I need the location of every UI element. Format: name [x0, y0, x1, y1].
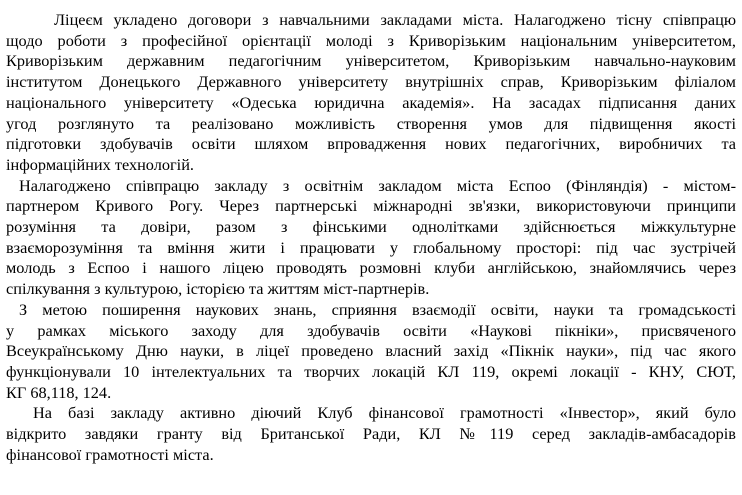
paragraph-1-line-4: інститутом Донецького Державного університету внутрішніх справ, Криворізьким філіалом: [6, 72, 736, 92]
paragraph-2-line-5: молодь з Еспоо і нашого ліцею проводять розмовні клуби англійською, знайомлячись через: [6, 258, 736, 278]
paragraph-1-line-5: національного університету «Одеська юридична академія». На засадах підписання даних: [6, 92, 736, 112]
paragraph-3-line-4: функціонували 10 інтелектуальних та творчих локацій КЛ 119, окремі локації - КНУ, СЮТ,: [6, 361, 736, 381]
paragraph-4-line-3: фінансової грамотності міста.: [6, 444, 214, 464]
paragraph-1-line-3: Криворізьким державним педагогічним університетом, Криворізьким навчально-науковим: [6, 51, 736, 71]
paragraph-4-line-2: відкрито завдяки гранту від Британської Ради, КЛ №119 серед закладів-амбасадорів: [6, 424, 736, 444]
paragraph-3-line-3: Всеукраїнському Дню науки, в ліцеї проведено власний захід «Пікнік науки», під час якого: [6, 341, 736, 361]
paragraph-2-line-3: розуміння та довіри, разом з фінськими однолітками здійснюється міжкультурне: [6, 217, 736, 237]
paragraph-2: [6, 176, 736, 300]
paragraph-1: [6, 10, 736, 176]
paragraph-1-line-8: інформаційних технологій.: [6, 154, 194, 174]
paragraph-2-line-2: партнером Кривого Рогу. Через партнерські міжнародні зв'язки, використовуючи принципи: [6, 196, 736, 216]
paragraph-2-line-6: спілкування з культурою, історією та життям міст-партнерів.: [6, 279, 430, 299]
paragraph-1-line-2: щодо роботи з професійної орієнтації молоді з Криворізьким національним університетом,: [6, 30, 736, 50]
paragraph-1-line-7: підготовки здобувачів освіти шляхом впровадження нових педагогічних, виробничих та: [6, 134, 736, 154]
paragraph-2-line-1: Налагоджено співпрацю закладу з освітнім закладом міста Еспоо (Фінляндія) - містом-: [19, 175, 736, 195]
paragraph-3-line-5: КГ 68,118, 124.: [6, 382, 112, 402]
paragraph-3-line-2: у рамках міського заходу для здобувачів освіти «Наукові пікніки», присвяченого: [6, 320, 736, 340]
paragraph-2-line-4: взаєморозуміння та вміння жити і працювати у глобальному просторі: під час зустрічей: [6, 237, 736, 257]
paragraph-4-line-1: На базі закладу активно діючий Клуб фінансової грамотності «Інвестор», який було: [33, 403, 736, 423]
paragraph-3: [6, 300, 736, 404]
paragraph-1-line-6: угод розглянуто та реалізовано можливість створення умов для підвищення якості: [6, 113, 736, 133]
paragraph-1-line-1: Ліцеєм укладено договори з навчальними закладами міста. Налагоджено тісну співпрацю: [54, 10, 736, 29]
paragraph-3-line-1: З метою поширення наукових знань, сприяння взаємодії освіти, науки та громадськості: [19, 299, 736, 319]
paragraph-4: [6, 403, 736, 465]
